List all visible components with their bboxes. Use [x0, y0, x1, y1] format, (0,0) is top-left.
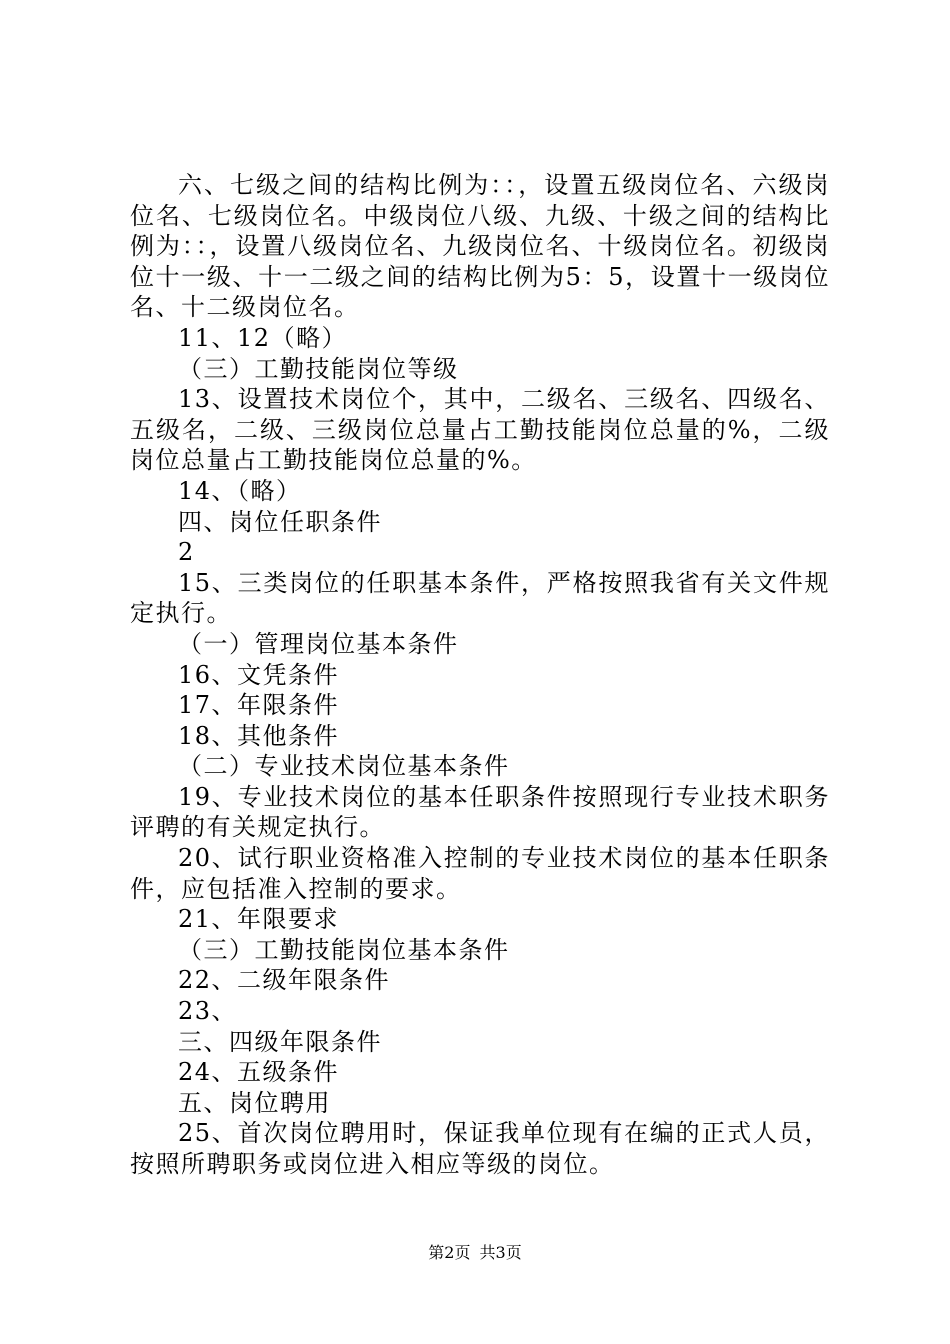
paragraph: 17、年限条件 [178, 691, 340, 720]
paragraph: 24、五级条件 [178, 1058, 340, 1087]
paragraph: 21、年限要求 [178, 905, 340, 934]
section-heading: （三）工勤技能岗位基本条件 [178, 935, 510, 964]
paragraph: 15、三类岗位的任职基本条件，严格按照我省有关文件规定执行。 [130, 568, 830, 628]
paragraph: 22、二级年限条件 [178, 966, 391, 995]
page-footer [0, 1243, 950, 1263]
section-heading: （二）专业技术岗位基本条件 [178, 752, 510, 781]
section-heading: 四、岗位任职条件 [178, 507, 382, 536]
paragraph: 16、文凭条件 [178, 660, 340, 689]
paragraph: 11、12（略） [178, 323, 348, 352]
page-number-current: 第2页 [428, 1243, 471, 1262]
paragraph: 18、其他条件 [178, 721, 340, 750]
paragraph: 三、四级年限条件 [178, 1027, 382, 1056]
paragraph: 19、专业技术岗位的基本任职条件按照现行专业技术职务评聘的有关规定执行。 [130, 782, 830, 842]
paragraph: 13、设置技术岗位个，其中，二级名、三级名、四级名、五级名，二级、三级岗位总量占工勤技能岗位总量的%，二级岗位总量占工勤技能岗位总量的%。 [130, 385, 830, 475]
paragraph: 20、试行职业资格准入控制的专业技术岗位的基本任职条件，应包括准入控制的要求。 [130, 844, 830, 903]
paragraph: 2 [178, 538, 195, 567]
paragraph: 六、七级之间的结构比例为：：，设置五级岗位名、六级岗位名、七级岗位名。中级岗位八级、九级、十级之间的结构比例为：：，设置八级岗位名、九级岗位名、十级岗位名。初级岗位十一级、十一二级之间的结构比例为5：5，设置十一级岗位名、十二级岗位名。 [130, 171, 830, 322]
section-heading: （一）管理岗位基本条件 [178, 629, 459, 658]
section-heading: 五、岗位聘用 [178, 1088, 331, 1117]
page-number-total: 共3页 [479, 1243, 522, 1262]
paragraph: 23、 [178, 997, 238, 1026]
document-body [130, 170, 830, 1180]
paragraph: 14、（略） [178, 476, 302, 505]
paragraph: 25、首次岗位聘用时，保证我单位现有在编的正式人员，按照所聘职务或岗位进入相应等级的岗位。 [130, 1119, 830, 1178]
section-heading: （三）工勤技能岗位等级 [178, 354, 459, 383]
